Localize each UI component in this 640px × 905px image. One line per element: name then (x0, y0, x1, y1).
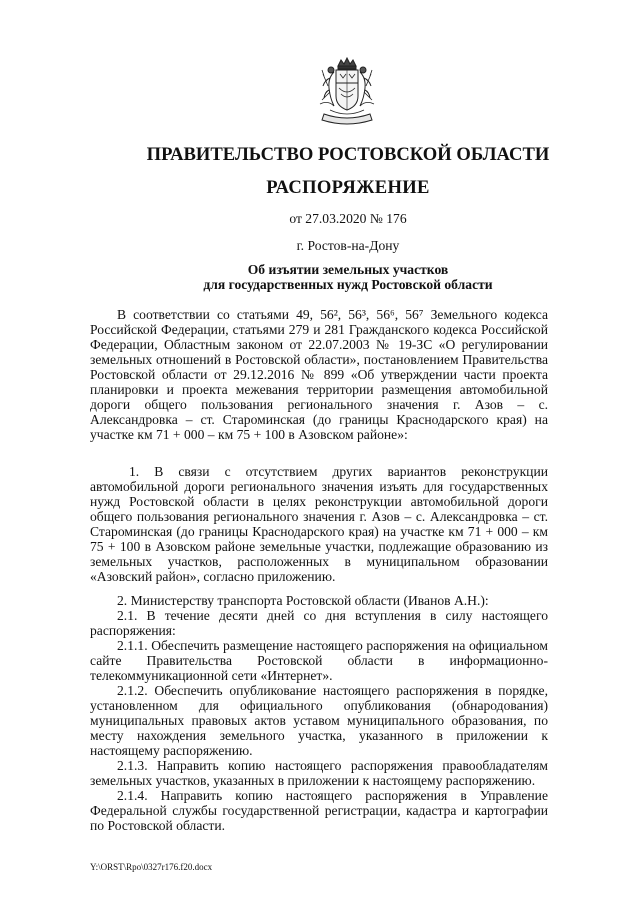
subject-line-2: для государственных нужд Ростовской области (203, 277, 493, 292)
preamble-paragraph: В соответствии со статьями 49, 56², 56³, 56⁶, 56⁷ Земельного кодекса Российской Федерации, статьями 279 и 281 Гражданского кодекса Российской Федерации, Областным законом от 22.07.2003 № 19-ЗС «О регулировании земельных отношений в Ростовской области», постановлением Правительства Ростовской области от 29.12.2016 № 899 «Об утверждении части проекта планировки и проекта межевания территории размещения автомобильной дороги общего пользования регионального значения г. Азов – с. Александровка – ст. Староминская (до границы Краснодарского края) на участке км 71 + 000 – км 75 + 100 в Азовском районе»: (90, 307, 548, 442)
document-subject (90, 262, 606, 292)
paragraph-2-1-2: 2.1.2. Обеспечить опубликование настоящего распоряжения в порядке, установленном для официального опубликования (обнародования) муниципальных правовых актов уставом муниципального образования, по месту нахождения земельного участка, указанного в приложении к настоящему распоряжению. (90, 683, 548, 758)
file-path-footer: Y:\ORST\Rpo\0327r176.f20.docx (90, 862, 213, 872)
coat-of-arms-icon (316, 56, 378, 128)
paragraph-2-1-4: 2.1.4. Направить копию настоящего распоряжения в Управление Федеральной службы государственной регистрации, кадастра и картографии по Ростовской области. (90, 788, 548, 833)
subject-line-1: Об изъятии земельных участков (247, 262, 449, 277)
paragraph-2: 2. Министерству транспорта Ростовской области (Иванов А.Н.): (117, 593, 489, 608)
paragraph-2-1-3: 2.1.3. Направить копию настоящего распоряжения правообладателям земельных участков, указанных в приложении к настоящему распоряжению. (90, 758, 548, 788)
paragraph-2-1: 2.1. В течение десяти дней со дня вступления в силу настоящего распоряжения: (90, 608, 548, 638)
government-title: ПРАВИТЕЛЬСТВО РОСТОВСКОЙ ОБЛАСТИ (146, 144, 550, 165)
paragraph-2-1-1: 2.1.1. Обеспечить размещение настоящего распоряжения на официальном сайте Правительства Ростовской области в информационно-телекоммуникационной сети «Интернет». (90, 638, 548, 683)
document-type: РАСПОРЯЖЕНИЕ (266, 177, 430, 198)
document-city: г. Ростов-на-Дону (296, 238, 400, 253)
document-date-number: от 27.03.2020 № 176 (289, 211, 407, 226)
paragraph-1: 1. В связи с отсутствием других вариантов реконструкции автомобильной дороги регионального значения изъять для государственных нужд Ростовской области в целях реконструкции автомобильной дороги общего пользования регионального значения г. Азов – с. Александровка – ст. Староминская (до границы Краснодарского края) на участке км 71 + 000 – км 75 + 100 в Азовском районе земельные участки, подлежащие образованию из земельных участков, расположенных в муниципальном образовании «Азовский район», согласно приложению. (90, 464, 548, 584)
